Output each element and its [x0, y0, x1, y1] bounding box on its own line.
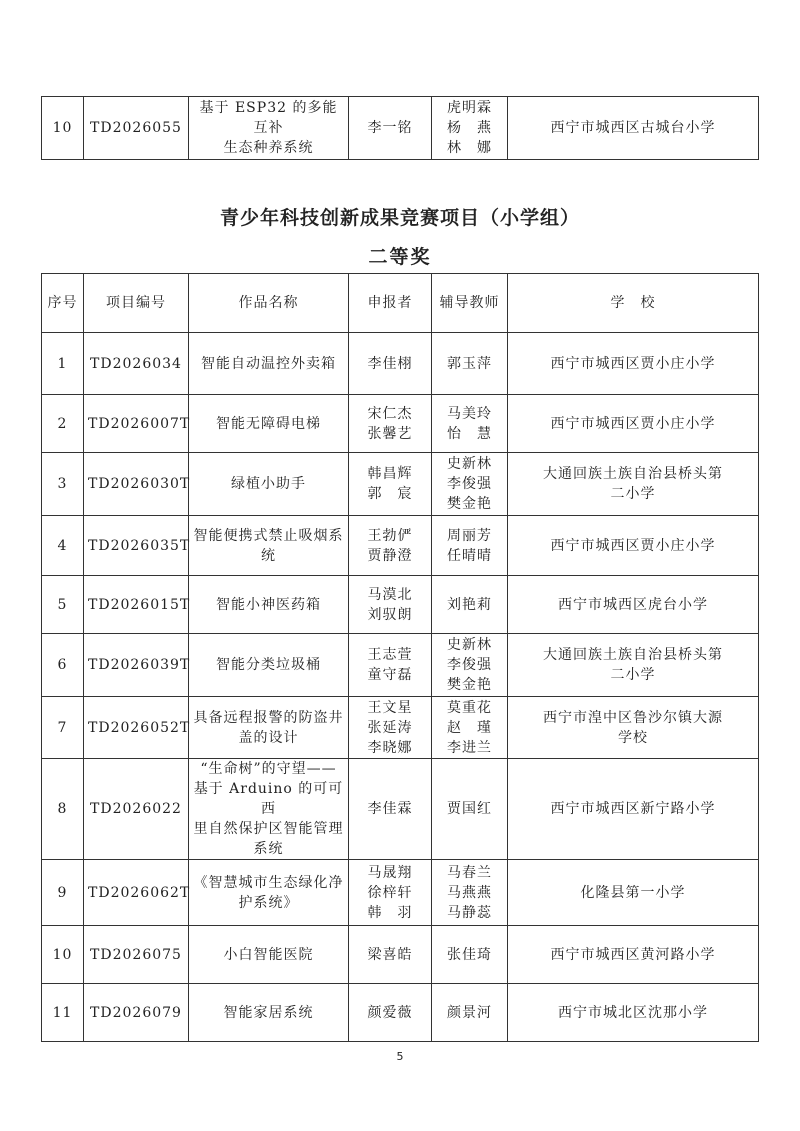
- row-number: 10: [42, 926, 84, 984]
- row-number: 9: [42, 860, 84, 926]
- school: 西宁市城西区贾小庄小学: [508, 516, 759, 576]
- project-name: 智能便携式禁止吸烟系 统: [189, 516, 349, 576]
- school: 大通回族土族自治县桥头第 二小学: [508, 634, 759, 697]
- school: 大通回族土族自治县桥头第 二小学: [508, 453, 759, 516]
- table-row: [42, 453, 759, 516]
- header-number: 序号: [42, 274, 84, 333]
- row-number: 3: [42, 453, 84, 516]
- row-number: 7: [42, 697, 84, 759]
- applicant: 马漠北 刘驭朗: [349, 576, 432, 634]
- tutor: 张佳琦: [432, 926, 508, 984]
- tutor: 马美玲 怡 慧: [432, 395, 508, 453]
- project-name: 小白智能医院: [189, 926, 349, 984]
- project-code: TD2026075: [84, 926, 189, 984]
- table-row: [42, 333, 759, 395]
- row-number: 8: [42, 759, 84, 860]
- tutor: 史新林 李俊强 樊金艳: [432, 453, 508, 516]
- tutor: 史新林 李俊强 樊金艳: [432, 634, 508, 697]
- row-number: 5: [42, 576, 84, 634]
- page-number: 5: [396, 1050, 404, 1063]
- school: 西宁市城西区黄河路小学: [508, 926, 759, 984]
- applicant: 李一铭: [349, 97, 432, 160]
- tutor: 刘艳莉: [432, 576, 508, 634]
- project-code: TD2026039T: [84, 634, 189, 697]
- tutor: 郭玉萍: [432, 333, 508, 395]
- header-tutor: 辅导教师: [432, 274, 508, 333]
- table-row: [42, 759, 759, 860]
- applicant: 王勃俨 贾静澄: [349, 516, 432, 576]
- tutor: 贾国红: [432, 759, 508, 860]
- project-code: TD2026079: [84, 984, 189, 1042]
- school: 西宁市城西区古城台小学: [508, 97, 759, 160]
- applicant: 宋仁杰 张馨艺: [349, 395, 432, 453]
- row-number: 4: [42, 516, 84, 576]
- school: 西宁市城北区沈那小学: [508, 984, 759, 1042]
- row-number: 11: [42, 984, 84, 1042]
- school: 西宁市城西区贾小庄小学: [508, 333, 759, 395]
- project-name: 绿植小助手: [189, 453, 349, 516]
- applicant: 梁喜皓: [349, 926, 432, 984]
- project-name: 基于 ESP32 的多能互补 生态种养系统: [189, 97, 349, 160]
- table-row: [42, 860, 759, 926]
- applicant: 王志萱 童守磊: [349, 634, 432, 697]
- table-row: [42, 97, 759, 160]
- tutor: 虎明霖 杨 燕 林 娜: [432, 97, 508, 160]
- school: 化隆县第一小学: [508, 860, 759, 926]
- project-name: 智能家居系统: [189, 984, 349, 1042]
- table-row: [42, 634, 759, 697]
- table-row: [42, 697, 759, 759]
- project-code: TD2026022: [84, 759, 189, 860]
- row-number: 10: [42, 97, 84, 160]
- project-code: TD2026062T: [84, 860, 189, 926]
- tutor: 颜景河: [432, 984, 508, 1042]
- tutor: 马春兰 马燕燕 马静蕊: [432, 860, 508, 926]
- tutor: 莫重花 赵 瑾 李进兰: [432, 697, 508, 759]
- table-row: [42, 395, 759, 453]
- header-code: 项目编号: [84, 274, 189, 333]
- project-name: “生命树”的守望—— 基于 Arduino 的可可西 里自然保护区智能管理 系统: [189, 759, 349, 860]
- project-name: 智能小神医药箱: [189, 576, 349, 634]
- school: 西宁市湟中区鲁沙尔镇大源 学校: [508, 697, 759, 759]
- school: 西宁市城西区新宁路小学: [508, 759, 759, 860]
- row-number: 1: [42, 333, 84, 395]
- row-number: 2: [42, 395, 84, 453]
- award-level: 二等奖: [368, 246, 432, 268]
- table-row: [42, 576, 759, 634]
- project-name: 智能自动温控外卖箱: [189, 333, 349, 395]
- header-school: 学 校: [508, 274, 759, 333]
- project-name: 智能分类垃圾桶: [189, 634, 349, 697]
- school: 西宁市城西区虎台小学: [508, 576, 759, 634]
- project-code: TD2026015T: [84, 576, 189, 634]
- applicant: 李佳霖: [349, 759, 432, 860]
- table-row: [42, 984, 759, 1042]
- project-code: TD2026030T: [84, 453, 189, 516]
- project-code: TD2026035T: [84, 516, 189, 576]
- tutor: 周丽芳 任晴晴: [432, 516, 508, 576]
- applicant: 李佳栩: [349, 333, 432, 395]
- applicant: 马晟翔 徐梓轩 韩 羽: [349, 860, 432, 926]
- school: 西宁市城西区贾小庄小学: [508, 395, 759, 453]
- project-code: TD2026007T: [84, 395, 189, 453]
- award-table: [41, 273, 759, 1042]
- table-row: [42, 926, 759, 984]
- header-name: 作品名称: [189, 274, 349, 333]
- project-code: TD2026052T: [84, 697, 189, 759]
- table-body: [42, 333, 759, 1042]
- project-name: 智能无障碍电梯: [189, 395, 349, 453]
- project-name: 《智慧城市生态绿化净 护系统》: [189, 860, 349, 926]
- applicant: 韩昌辉 郭 宸: [349, 453, 432, 516]
- section-title: 青少年科技创新成果竞赛项目（小学组）: [219, 207, 580, 229]
- applicant: 王文星 张延涛 李晓娜: [349, 697, 432, 759]
- table-row: [42, 516, 759, 576]
- row-number: 6: [42, 634, 84, 697]
- award-table-continued: [41, 96, 759, 160]
- table-header-row: [42, 274, 759, 333]
- applicant: 颜爱薇: [349, 984, 432, 1042]
- project-code: TD2026034: [84, 333, 189, 395]
- header-applicant: 申报者: [349, 274, 432, 333]
- project-name: 具备远程报警的防盗井 盖的设计: [189, 697, 349, 759]
- project-code: TD2026055: [84, 97, 189, 160]
